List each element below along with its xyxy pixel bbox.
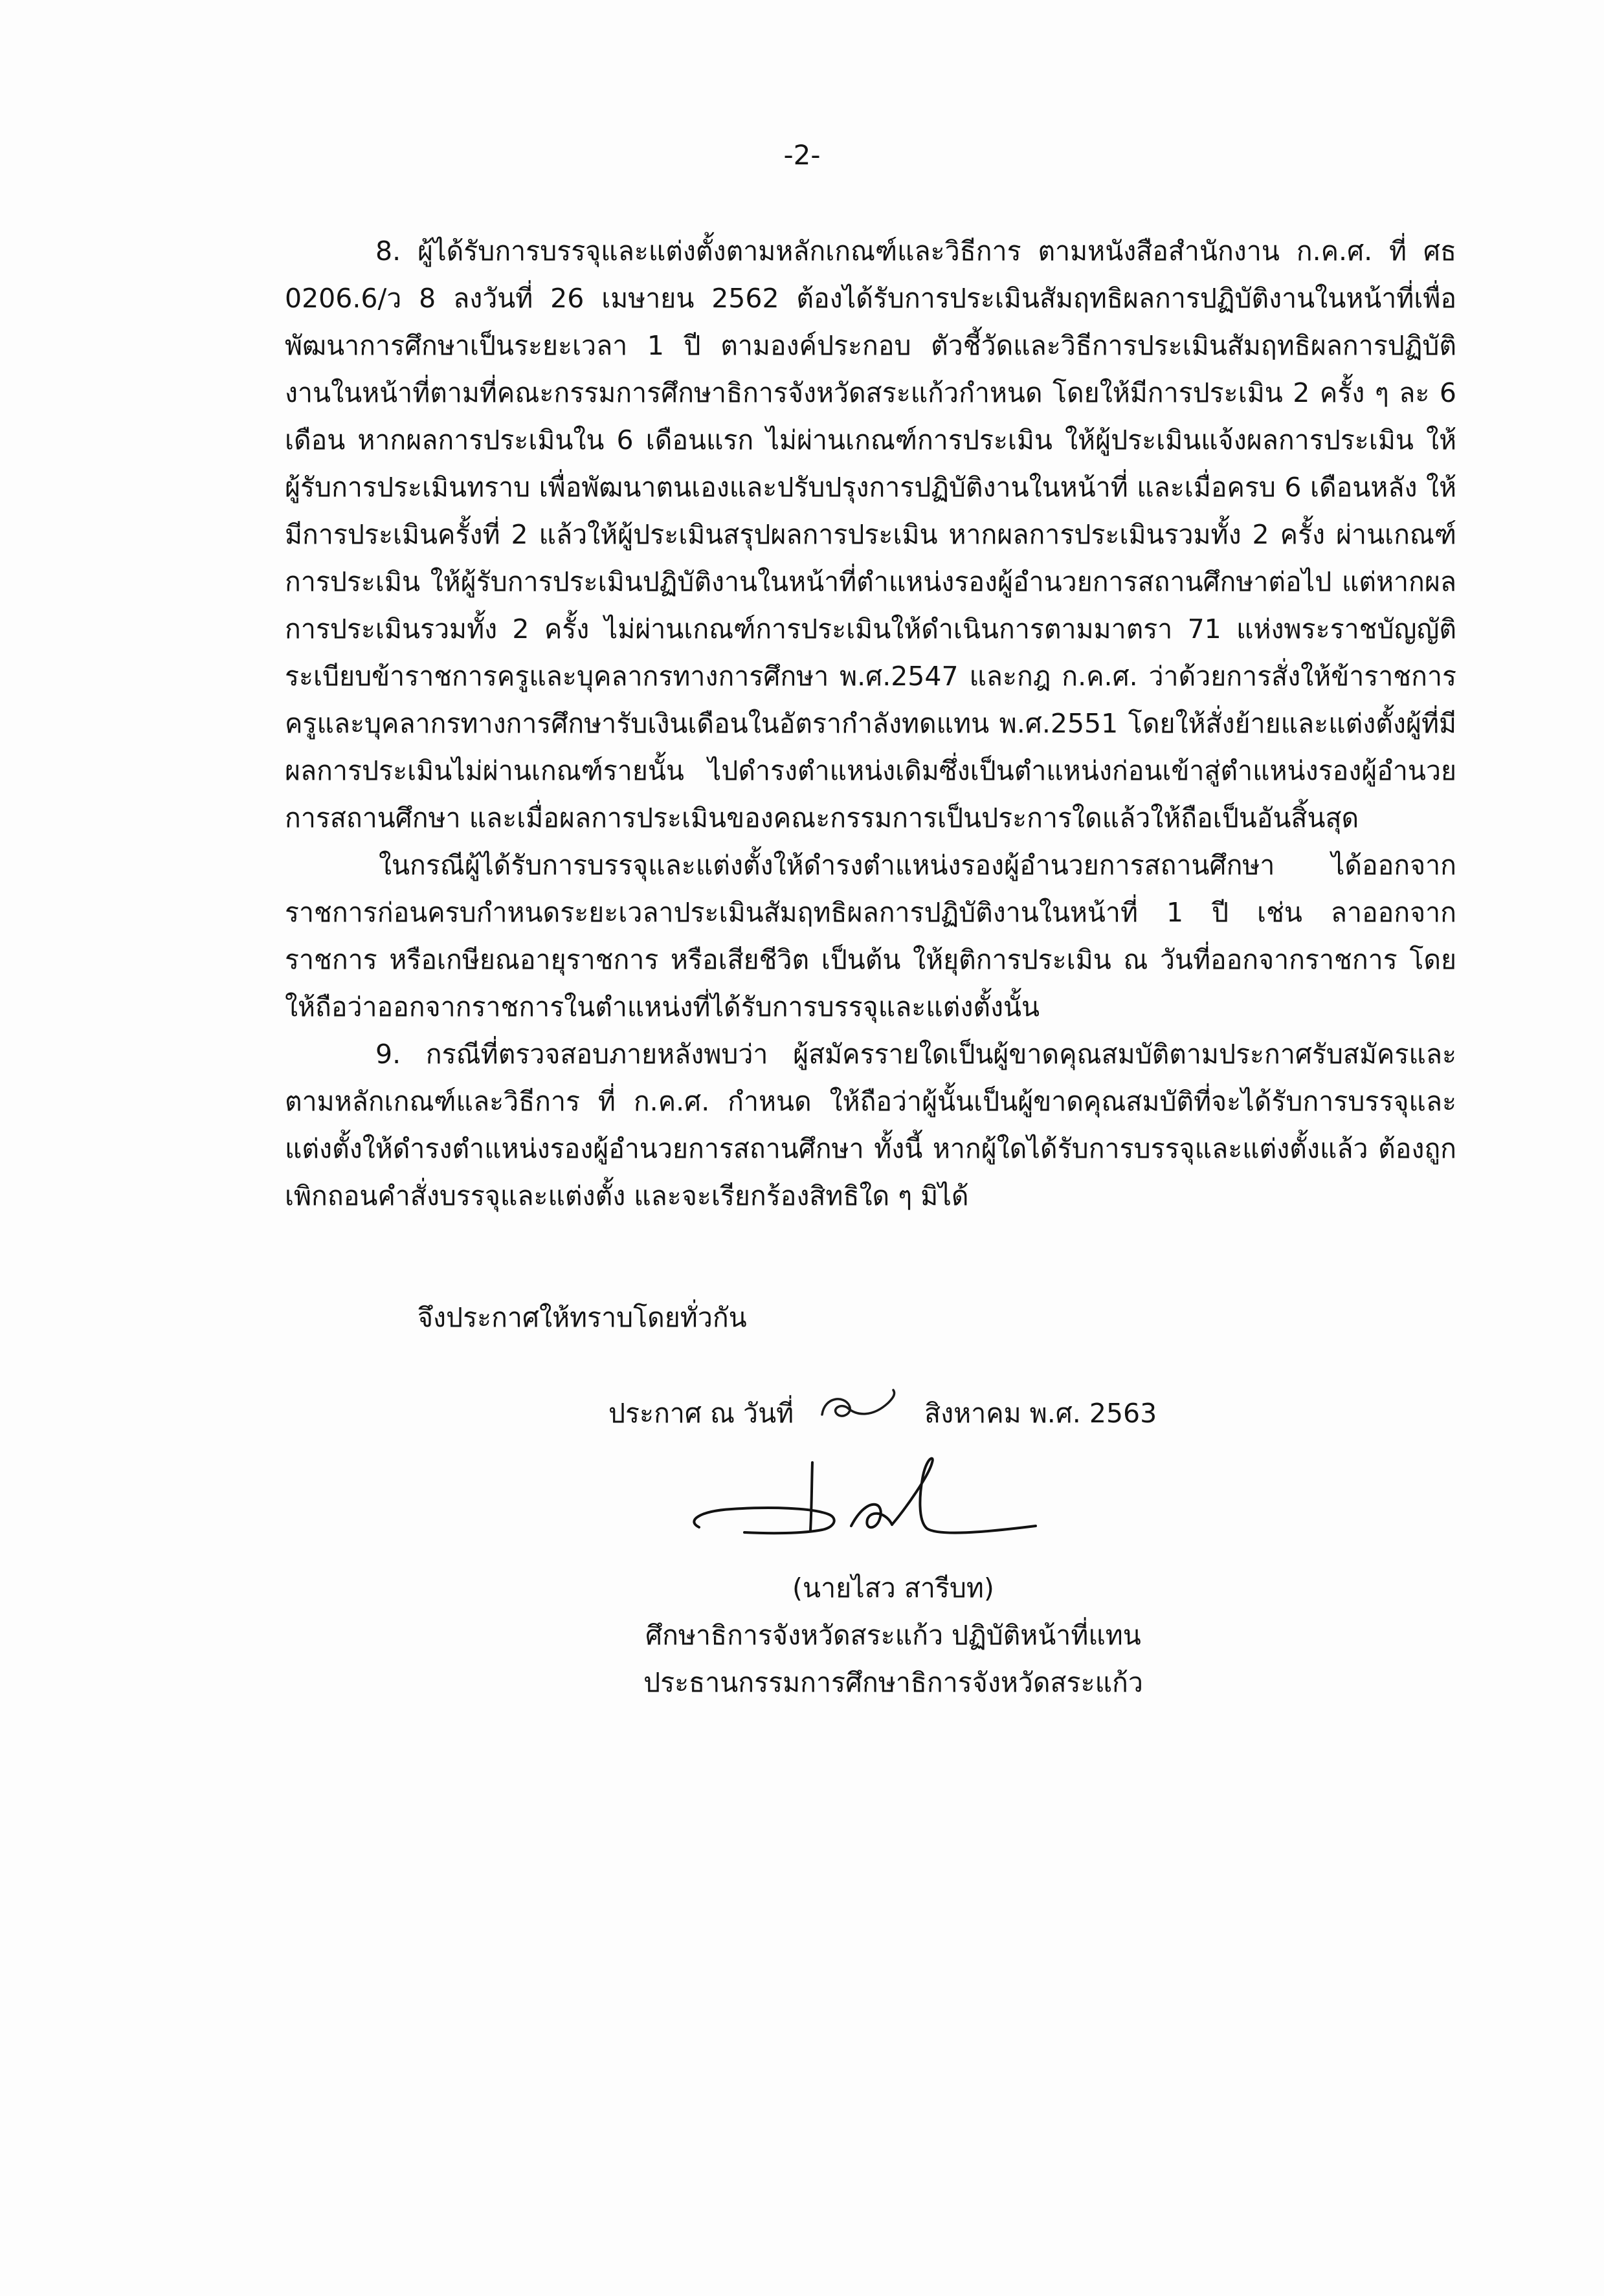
announcement-date-line: [608, 1377, 1157, 1437]
item-9-paragraph: 9. กรณีที่ตรวจสอบภายหลังพบว่า ผู้สมัครรายใดเป็นผู้ขาดคุณสมบัติตามประกาศรับสมัครและตามหลักเกณฑ์และวิธีการ ที่ ก.ค.ศ. กำหนด ให้ถือว่าผู้นั้นเป็นผู้ขาดคุณสมบัติที่จะได้รับการบรรจุและแต่งตั้งให้ดำรงตำแหน่งรองผู้อำนวยการสถานศึกษา ทั้งนี้ หากผู้ใดได้รับการบรรจุและแต่งตั้งแล้ว ต้องถูกเพิกถอนคำสั่งบรรจุและแต่งตั้ง และจะเรียกร้องสิทธิใด ๆ มิได้: [285, 1039, 1456, 1211]
signatory-name: (นายไสว สารีบท): [792, 1573, 994, 1604]
handwritten-day-glyph: [810, 1384, 908, 1429]
document-body: [285, 228, 1456, 1220]
signatory-title-line-2: ประธานกรรมการศึกษาธิการจังหวัดสระแก้ว: [643, 1667, 1143, 1698]
signatory-block: [505, 1565, 1282, 1706]
date-suffix: สิงหาคม พ.ศ. 2563: [924, 1398, 1157, 1429]
date-prefix: ประกาศ ณ วันที่: [608, 1398, 794, 1429]
announcement-closing: จึงประกาศให้ทราบโดยทั่วกัน: [418, 1302, 747, 1333]
item-8-paragraph: 8. ผู้ได้รับการบรรจุและแต่งตั้งตามหลักเกณฑ์และวิธีการ ตามหนังสือสำนักงาน ก.ค.ศ. ที่ ศธ 0206.6/ว 8 ลงวันที่ 26 เมษายน 2562 ต้องได้รับการประเมินสัมฤทธิผลการปฏิบัติงานในหน้าที่เพื่อพัฒนาการศึกษาเป็นระยะเวลา 1 ปี ตามองค์ประกอบ ตัวชี้วัดและวิธีการประเมินสัมฤทธิผลการปฏิบัติงานในหน้าที่ตามที่คณะกรรมการศึกษาธิการจังหวัดสระแก้วกำหนด โดยให้มีการประเมิน 2 ครั้ง ๆ ละ 6 เดือน หากผลการประเมินใน 6 เดือนแรก ไม่ผ่านเกณฑ์การประเมิน ให้ผู้ประเมินแจ้งผลการประเมิน ให้ผู้รับการประเมินทราบ เพื่อพัฒนาตนเองและปรับปรุงการปฏิบัติงานในหน้าที่ และเมื่อครบ 6 เดือนหลัง ให้มีการประเมินครั้งที่ 2 แล้วให้ผู้ประเมินสรุปผลการประเมิน หากผลการประเมินรวมทั้ง 2 ครั้ง ผ่านเกณฑ์การประเมิน ให้ผู้รับการประเมินปฏิบัติงานในหน้าที่ตำแหน่งรองผู้อำนวยการสถานศึกษาต่อไป แต่หากผลการประเมินรวมทั้ง 2 ครั้ง ไม่ผ่านเกณฑ์การประเมินให้ดำเนินการตามมาตรา 71 แห่งพระราชบัญญัติระเบียบข้าราชการครูและบุคลากรทางการศึกษา พ.ศ.2547 และกฎ ก.ค.ศ. ว่าด้วยการสั่งให้ข้าราชการครูและบุคลากรทางการศึกษารับเงินเดือนในอัตรากำลังทดแทน พ.ศ.2551 โดยให้สั่งย้ายและแต่งตั้งผู้ที่มีผลการประเมินไม่ผ่านเกณฑ์รายนั้น ไปดำรงตำแหน่งเดิมซึ่งเป็นตำแหน่งก่อนเข้าสู่ตำแหน่งรองผู้อำนวยการสถานศึกษา และเมื่อผลการประเมินของคณะกรรมการเป็นประการใดแล้วให้ถือเป็นอันสิ้นสุด: [285, 236, 1456, 833]
signatory-title-line-1: ศึกษาธิการจังหวัดสระแก้ว ปฏิบัติหน้าที่แทน: [645, 1620, 1141, 1651]
handwritten-signature: [673, 1450, 1062, 1560]
handwritten-day-number: [810, 1384, 908, 1422]
page-number: -2-: [783, 139, 821, 171]
item-8-case-paragraph: ในกรณีผู้ได้รับการบรรจุและแต่งตั้งให้ดำรงตำแหน่งรองผู้อำนวยการสถานศึกษา ได้ออกจากราชการก่อนครบกำหนดระยะเวลาประเมินสัมฤทธิผลการปฏิบัติงานในหน้าที่ 1 ปี เช่น ลาออกจากราชการ หรือเกษียณอายุราชการ หรือเสียชีวิต เป็นต้น ให้ยุติการประเมิน ณ วันที่ออกจากราชการ โดยให้ถือว่าออกจากราชการในตำแหน่งที่ได้รับการบรรจุและแต่งตั้งนั้น: [285, 850, 1456, 1022]
